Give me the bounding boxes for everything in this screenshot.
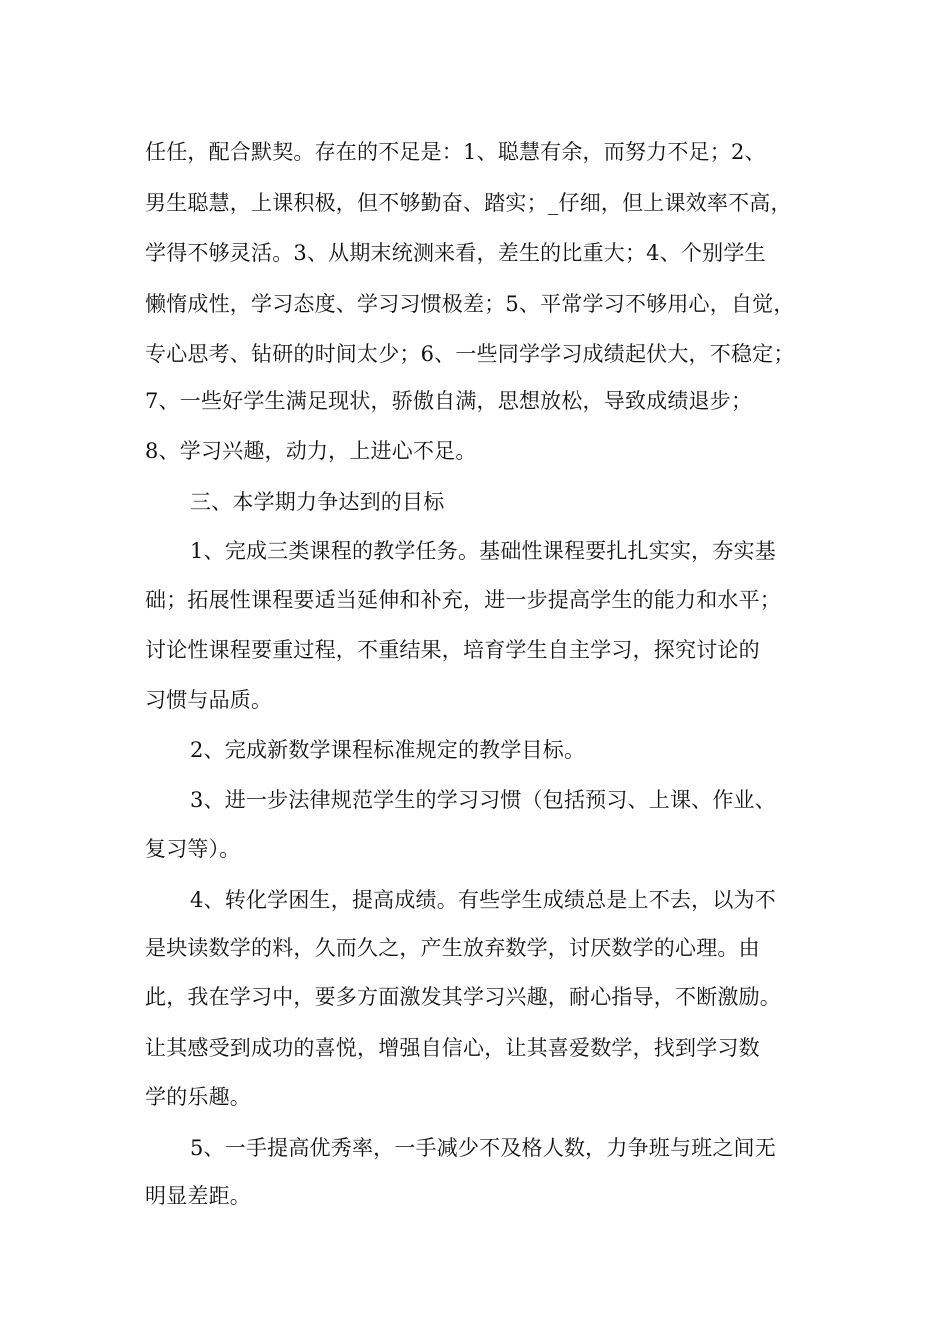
text-line: 是块读数学的料，久而久之，产生放弃数学，讨厌数学的心理。由 xyxy=(145,936,760,960)
text-line: 1、完成三类课程的教学任务。基础性课程要扎扎实实，夯实基 xyxy=(190,539,776,563)
text-line: 础；拓展性课程要适当延伸和补充，进一步提高学生的能力和水平； xyxy=(145,588,781,612)
text-line: 专心思考、钻研的时间太少；6、一些同学学习成绩起伏大，不稳定； xyxy=(145,342,795,366)
text-line: 5、一手提高优秀率，一手减少不及格人数，力争班与班之间无 xyxy=(190,1136,776,1160)
text-line: 复习等）。 xyxy=(145,837,241,861)
text-line: 任任，配合默契。存在的不足是：1、聪慧有余，而努力不足；2、 xyxy=(145,140,766,164)
text-line: 讨论性课程要重过程，不重结果，培育学生自主学习，探究讨论的 xyxy=(145,638,760,662)
text-line: 让其感受到成功的喜悦，增强自信心，让其喜爱数学，找到学习数 xyxy=(145,1036,760,1060)
text-line: 学得不够灵活。3、从期末统测来看，差生的比重大；4、个别学生 xyxy=(145,241,766,265)
text-line: 习惯与品质。 xyxy=(145,688,273,712)
text-line: 8、学习兴趣，动力，上进心不足。 xyxy=(145,439,477,463)
text-line: 男生聪慧，上课积极，但不够勤奋、踏实；_仔细，但上课效率不高， xyxy=(145,191,792,215)
text-line: 2、完成新数学课程标准规定的教学目标。 xyxy=(190,738,586,762)
text-line: 学的乐趣。 xyxy=(145,1085,251,1109)
text-line: 4、转化学困生，提高成绩。有些学生成绩总是上不去，以为不 xyxy=(190,888,776,912)
section-heading: 三、本学期力争达到的目标 xyxy=(190,490,445,514)
text-line: 3、进一步法律规范学生的学习习惯（包括预习、上课、作业、 xyxy=(190,788,776,812)
text-line: 明显差距。 xyxy=(145,1184,251,1208)
text-line: 懒惰成性，学习态度、学习习惯极差；5、平常学习不够用心，自觉， xyxy=(145,292,795,316)
text-line: 此，我在学习中，要多方面激发其学习兴趣，耐心指导，不断激励。 xyxy=(145,985,781,1009)
text-line: 7、一些好学生满足现状，骄傲自满，思想放松，导致成绩退步； xyxy=(145,389,753,413)
